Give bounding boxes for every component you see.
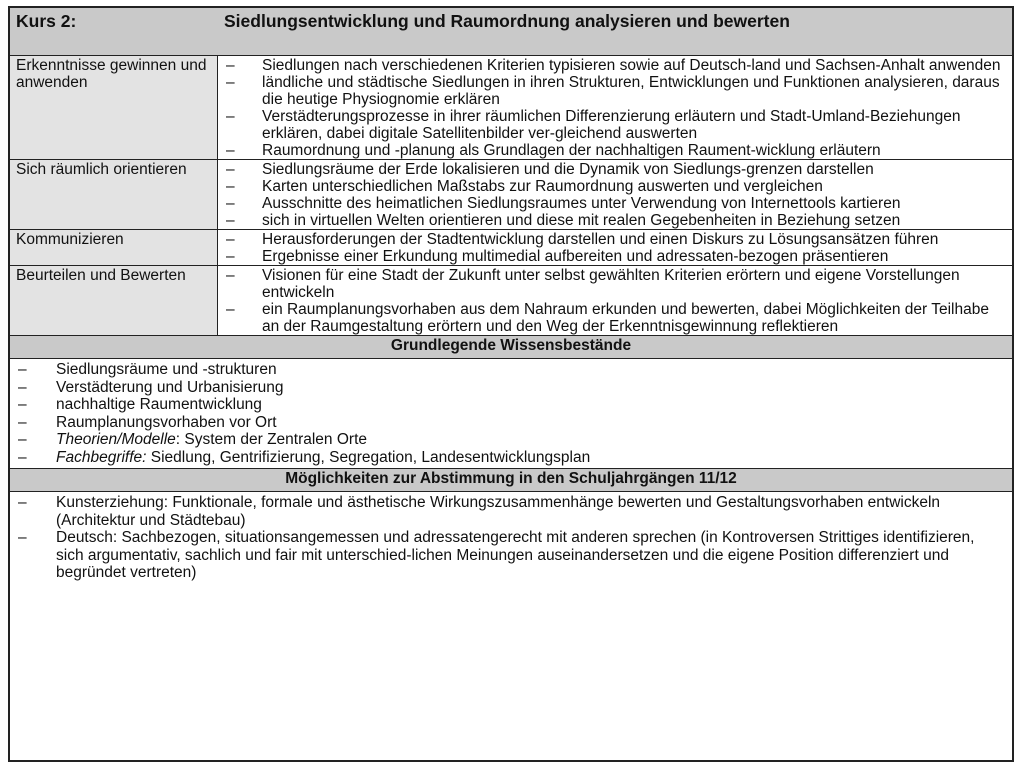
- dash-bullet: –: [18, 448, 27, 466]
- list-item: – Karten unterschiedlichen Maßstabs zur Raumordnung auswerten und vergleichen: [226, 178, 823, 195]
- list-item: – Deutsch: Sachbezogen, situationsangemessen und adressatengerecht mit anderen sprechen (in Kontroversen Strittiges identifizieren, sich argumentativ, sachlich und fair mit unterschied-lichen Meinungen auseinandersetzen und die eigene Position differenziert und begründet vertreten): [18, 529, 975, 581]
- dash-bullet: –: [226, 212, 235, 229]
- list-item: – Siedlungen nach verschiedenen Kriterien typisieren sowie auf Deutsch-land und Sachsen-Anhalt anwenden: [226, 57, 1001, 74]
- knowledge-section-heading: Grundlegende Wissensbestände: [10, 336, 1012, 359]
- list-item: – Ergebnisse einer Erkundung multimedial aufbereiten und adressaten-bezogen präsentieren: [226, 248, 889, 265]
- list-item: – Verstädterung und Urbanisierung: [18, 378, 284, 396]
- curriculum-table: [8, 6, 1014, 762]
- list-item: – Siedlungsräume und -strukturen: [18, 361, 277, 378]
- competence-label: Kommunizieren: [10, 230, 218, 265]
- list-item: – Raumplanungsvorhaben vor Ort: [18, 413, 277, 431]
- competence-label: Beurteilen und Bewerten: [10, 266, 218, 335]
- theories-label: Theorien/Modelle: [56, 431, 176, 448]
- dash-bullet: –: [226, 178, 235, 195]
- dash-bullet: –: [18, 378, 27, 396]
- dash-bullet: –: [18, 431, 27, 448]
- terms-label: Fachbegriffe:: [56, 448, 147, 466]
- list-item: – ländliche und städtische Siedlungen in ihren Strukturen, Entwicklungen und Funktionen analysieren, daraus die heutige Physiognomie erklären: [226, 74, 1000, 108]
- dash-bullet: –: [226, 248, 235, 265]
- competence-items: [218, 56, 1012, 159]
- competence-label: Sich räumlich orientieren: [10, 160, 218, 229]
- theories-text: : System der Zentralen Orte: [175, 431, 368, 448]
- terms-text: Siedlung, Gentrifizierung, Segregation, Landesentwicklungsplan: [146, 448, 591, 466]
- list-item: – Visionen für eine Stadt der Zukunft unter selbst gewählten Kriterien erörtern und eigene Vorstellungen entwickeln: [226, 267, 960, 301]
- list-item: – sich in virtuellen Welten orientieren und diese mit realen Gegebenheiten in Beziehung setzen: [226, 212, 901, 229]
- knowledge-list: [10, 359, 1012, 469]
- coordination-list: [10, 492, 1012, 584]
- dash-bullet: –: [226, 231, 235, 248]
- competence-row: [10, 230, 1012, 266]
- dash-bullet: –: [226, 267, 235, 284]
- competence-label: Erkenntnisse gewinnen und anwenden: [10, 56, 218, 159]
- competence-items: [218, 230, 1012, 265]
- list-item: – Verstädterungsprozesse in ihrer räumlichen Differenzierung erläutern und Stadt-Umland-Beziehungen erklären, dabei digitale Satellitenbilder ver-gleichend auswerten: [226, 108, 961, 142]
- dash-bullet: –: [226, 195, 235, 212]
- dash-bullet: –: [18, 494, 27, 511]
- table-header-row: [10, 8, 1012, 56]
- course-title: Siedlungsentwicklung und Raumordnung analysieren und bewerten: [224, 11, 790, 31]
- dash-bullet: –: [226, 142, 235, 159]
- dash-bullet: –: [226, 161, 235, 178]
- list-item: – Siedlungsräume der Erde lokalisieren und die Dynamik von Siedlungs-grenzen darstellen: [226, 161, 874, 178]
- list-item: – Herausforderungen der Stadtentwicklung darstellen und einen Diskurs zu Lösungsansätzen führen: [226, 231, 939, 248]
- list-item: [18, 449, 1004, 467]
- list-item: – Kunsterziehung: Funktionale, formale und ästhetische Wirkungszusammenhänge bewerten und Gestaltungsvorhaben entwickeln (Architektur und Städtebau): [18, 494, 941, 529]
- list-item: – Raumordnung und -planung als Grundlagen der nachhaltigen Raument-wicklung erläutern: [226, 142, 881, 159]
- dash-bullet: –: [226, 74, 235, 91]
- competence-items: [218, 266, 1012, 335]
- competence-row: [10, 56, 1012, 160]
- dash-bullet: –: [18, 361, 27, 378]
- dash-bullet: –: [18, 396, 27, 413]
- competence-row: [10, 160, 1012, 230]
- dash-bullet: –: [226, 301, 235, 318]
- list-item: [18, 431, 1004, 449]
- dash-bullet: –: [226, 57, 235, 74]
- coordination-section-heading: Möglichkeiten zur Abstimmung in den Schuljahrgängen 11/12: [10, 469, 1012, 492]
- competence-row: [10, 266, 1012, 336]
- course-number: Kurs 2:: [16, 11, 77, 31]
- list-item: – nachhaltige Raumentwicklung: [18, 396, 262, 413]
- dash-bullet: –: [226, 108, 235, 125]
- list-item: – Ausschnitte des heimatlichen Siedlungsraumes unter Verwendung von Internettools kartieren: [226, 195, 901, 212]
- dash-bullet: –: [18, 529, 27, 546]
- competence-items: [218, 160, 1012, 229]
- dash-bullet: –: [18, 413, 27, 431]
- list-item: – ein Raumplanungsvorhaben aus dem Nahraum erkunden und bewerten, dabei Möglichkeiten der Teilhabe an der Raumgestaltung erörtern und den Weg der Erkenntnisgewinnung reflektieren: [226, 301, 989, 335]
